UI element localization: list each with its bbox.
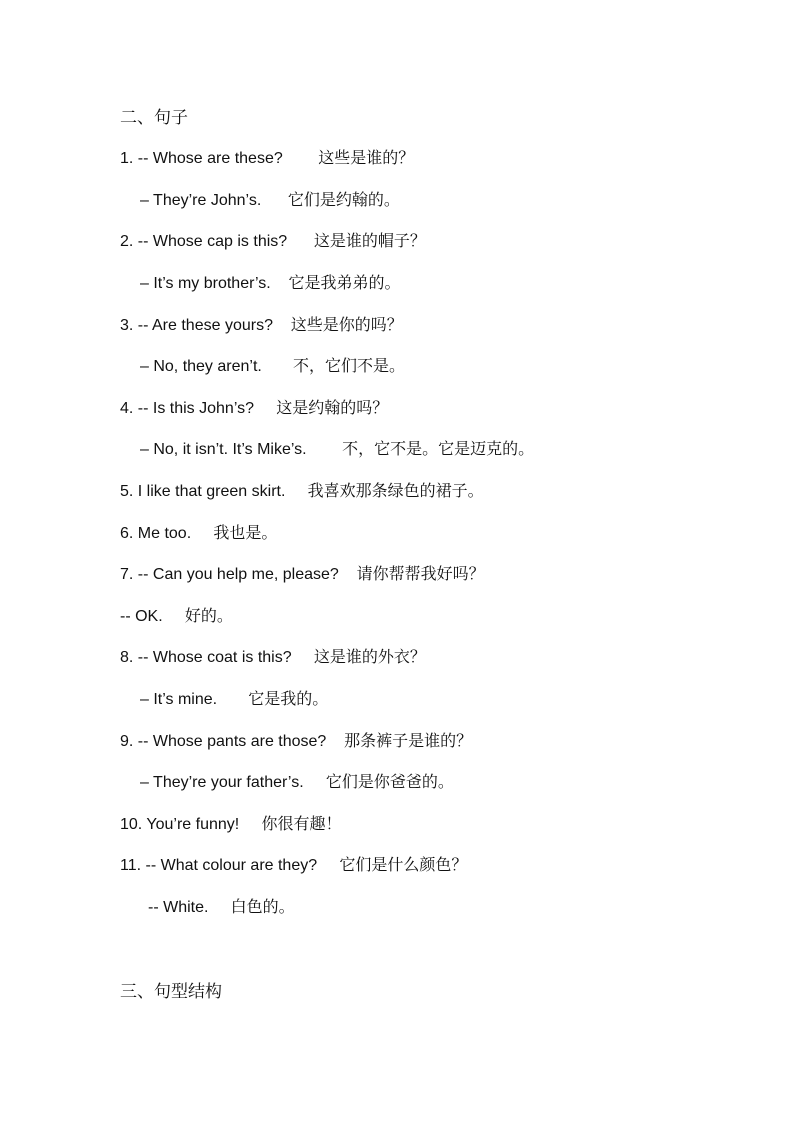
sentence-line-15: 9. -- Whose pants are those? 那条裤子是谁的？ (120, 733, 473, 750)
section-heading-structures: 三、句型结构 (120, 982, 222, 1001)
sentence-line-6: – No, they aren’t. 不，它们不是。 (140, 358, 405, 375)
sentence-line-7: 4. -- Is this John’s? 这是约翰的吗？ (120, 400, 389, 417)
sentence-line-11: 7. -- Can you help me, please? 请你帮帮我好吗？ (120, 566, 485, 583)
sentence-line-2: – They’re John’s. 它们是约翰的。 (140, 192, 400, 209)
section-heading-sentences: 二、句子 (120, 108, 188, 127)
sentence-line-3: 2. -- Whose cap is this? 这是谁的帽子？ (120, 233, 426, 250)
sentence-line-10: 6. Me too. 我也是。 (120, 525, 278, 542)
sentence-line-13: 8. -- Whose coat is this? 这是谁的外衣？ (120, 649, 426, 666)
sentence-line-17: 10. You’re funny! 你很有趣！ (120, 816, 342, 833)
sentence-line-8: – No, it isn’t. It’s Mike’s. 不，它不是。它是迈克的。 (140, 441, 535, 458)
sentence-line-5: 3. -- Are these yours? 这些是你的吗？ (120, 317, 403, 334)
sentence-line-1: 1. -- Whose are these? 这些是谁的？ (120, 150, 415, 167)
sentence-line-12: -- OK. 好的。 (120, 608, 233, 625)
sentence-line-9: 5. I like that green skirt. 我喜欢那条绿色的裙子。 (120, 483, 484, 500)
sentence-line-16: – They’re your father’s. 它们是你爸爸的。 (140, 774, 454, 791)
sentence-line-14: – It’s mine. 它是我的。 (140, 691, 329, 708)
sentence-line-18: 11. -- What colour are they? 它们是什么颜色？ (120, 857, 468, 874)
sentence-line-4: – It’s my brother’s. 它是我弟弟的。 (140, 275, 401, 292)
sentence-line-19: -- White. 白色的。 (148, 899, 295, 916)
